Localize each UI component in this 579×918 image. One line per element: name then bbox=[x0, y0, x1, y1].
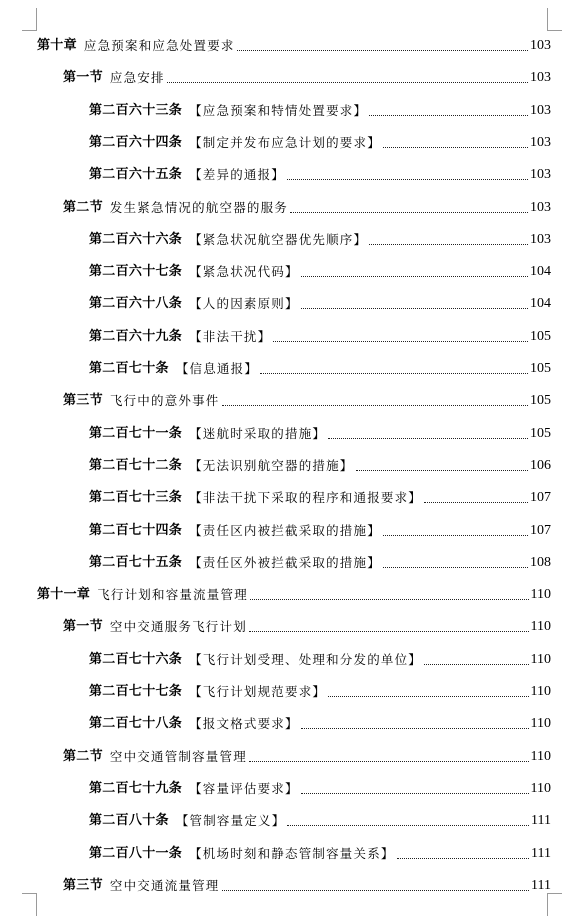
toc-entry[interactable] bbox=[63, 874, 551, 894]
toc-entry-title: 发生紧急情况的航空器的服务 bbox=[109, 199, 289, 215]
dot-leader bbox=[369, 243, 528, 245]
toc-entry[interactable] bbox=[89, 131, 551, 151]
toc-entry[interactable] bbox=[89, 648, 551, 668]
dot-leader bbox=[167, 81, 528, 83]
dot-leader bbox=[250, 598, 529, 600]
dot-leader bbox=[287, 178, 528, 180]
toc-entry-title: 飞行计划和容量流量管理 bbox=[97, 587, 248, 603]
crop-mark-top-left bbox=[22, 8, 37, 31]
toc-entry-title: 【报文格式要求】 bbox=[189, 716, 299, 732]
toc-entry-title: 【制定并发布应急计划的要求】 bbox=[189, 134, 381, 150]
toc-entry-page: 110 bbox=[530, 587, 551, 603]
dot-leader bbox=[424, 501, 528, 503]
dot-leader bbox=[249, 630, 529, 632]
dot-leader bbox=[369, 114, 528, 116]
toc-entry[interactable] bbox=[89, 163, 551, 183]
toc-entry-number: 第二百七十三条 bbox=[89, 490, 183, 506]
toc-entry-number: 第二百七十条 bbox=[89, 361, 169, 376]
toc-entry-number: 第二百六十九条 bbox=[89, 328, 183, 344]
toc-entry[interactable] bbox=[89, 260, 551, 280]
toc-entry-title: 【责任区外被拦截采取的措施】 bbox=[189, 554, 381, 570]
toc-entry-page: 107 bbox=[530, 490, 551, 506]
toc-entry-page: 106 bbox=[530, 457, 551, 473]
toc-entry-page: 110 bbox=[530, 716, 551, 732]
toc-entry-number: 第三节 bbox=[63, 877, 103, 893]
toc-entry[interactable] bbox=[63, 66, 551, 86]
toc-entry[interactable] bbox=[89, 551, 551, 571]
toc-entry-number: 第二百七十八条 bbox=[89, 716, 183, 732]
toc-entry-number: 第二百七十七条 bbox=[89, 684, 183, 699]
toc-entry-title: 空中交通流量管理 bbox=[109, 877, 220, 893]
toc-entry-number: 第二百八十一条 bbox=[89, 845, 183, 861]
toc-entry-number: 第二节 bbox=[63, 748, 103, 764]
dot-leader bbox=[222, 404, 528, 406]
toc-entry-page: 111 bbox=[531, 845, 551, 861]
toc-entry-page: 105 bbox=[530, 393, 551, 409]
toc-entry-title: 【机场时刻和静态管制容量关系】 bbox=[189, 845, 395, 861]
toc-entry-title: 飞行中的意外事件 bbox=[109, 393, 220, 409]
toc-entry-page: 103 bbox=[530, 167, 551, 183]
toc-entry[interactable] bbox=[63, 745, 551, 765]
toc-entry[interactable] bbox=[89, 680, 551, 700]
toc-entry-title: 应急安排 bbox=[109, 70, 165, 86]
dot-leader bbox=[249, 760, 529, 762]
crop-mark-top-right bbox=[547, 8, 562, 31]
toc-entry[interactable] bbox=[89, 519, 551, 539]
toc-entry[interactable] bbox=[63, 196, 551, 216]
toc-entry-number: 第二百六十五条 bbox=[89, 167, 183, 183]
toc-entry-title: 【管制容量定义】 bbox=[175, 813, 286, 829]
toc-entry[interactable] bbox=[37, 34, 551, 54]
toc-entry-title: 【飞行计划受理、处理和分发的单位】 bbox=[189, 651, 423, 667]
toc-entry-title: 【应急预案和特情处置要求】 bbox=[189, 102, 368, 118]
toc-entry-page: 104 bbox=[530, 264, 551, 280]
toc-entry-title: 【非法干扰】 bbox=[189, 328, 272, 344]
dot-leader bbox=[328, 437, 528, 439]
dot-leader bbox=[301, 727, 529, 729]
toc-entry-number: 第一节 bbox=[63, 70, 103, 86]
toc-entry-number: 第二百六十四条 bbox=[89, 134, 183, 150]
dot-leader bbox=[397, 857, 529, 859]
toc-entry-number: 第二百七十五条 bbox=[89, 554, 183, 570]
toc-entry-title: 【无法识别航空器的措施】 bbox=[189, 457, 354, 473]
dot-leader bbox=[290, 211, 528, 213]
toc-entry[interactable] bbox=[89, 842, 551, 862]
dot-leader bbox=[301, 307, 528, 309]
toc-entry[interactable] bbox=[89, 809, 551, 829]
toc-entry-number: 第二百七十九条 bbox=[89, 780, 183, 796]
toc-entry-page: 108 bbox=[530, 554, 551, 570]
toc-entry[interactable] bbox=[89, 357, 551, 377]
dot-leader bbox=[287, 824, 529, 826]
toc-entry-page: 105 bbox=[530, 361, 551, 376]
dot-leader bbox=[301, 792, 529, 794]
dot-leader bbox=[222, 889, 530, 891]
toc-entry[interactable] bbox=[89, 292, 551, 312]
toc-entry-number: 第二百七十四条 bbox=[89, 522, 183, 538]
toc-entry-number: 第十一章 bbox=[37, 587, 91, 603]
toc-entry-title: 【责任区内被拦截采取的措施】 bbox=[189, 522, 381, 538]
toc-entry[interactable] bbox=[63, 389, 551, 409]
toc-entry-title: 【紧急状况航空器优先顺序】 bbox=[189, 231, 368, 247]
dot-leader bbox=[237, 49, 528, 51]
toc-entry-page: 103 bbox=[530, 70, 551, 86]
toc-entry-title: 应急预案和应急处置要求 bbox=[83, 38, 235, 53]
toc-entry-title: 【差异的通报】 bbox=[189, 167, 286, 183]
toc-entry-title: 【容量评估要求】 bbox=[189, 780, 299, 796]
toc-entry-title: 【人的因素原则】 bbox=[189, 296, 299, 312]
toc-entry-number: 第二百七十六条 bbox=[89, 651, 183, 667]
toc-entry[interactable] bbox=[89, 486, 551, 506]
toc-entry-number: 第二百七十二条 bbox=[89, 457, 183, 473]
toc-entry-page: 105 bbox=[530, 425, 551, 441]
toc-entry-title: 空中交通服务飞行计划 bbox=[109, 619, 247, 635]
toc-entry-page: 110 bbox=[530, 684, 551, 699]
toc-entry-title: 空中交通管制容量管理 bbox=[109, 748, 247, 764]
toc-entry-number: 第一节 bbox=[63, 619, 103, 635]
toc-entry[interactable] bbox=[89, 422, 551, 442]
toc-entry-number: 第二百六十七条 bbox=[89, 264, 183, 280]
crop-mark-bottom-right bbox=[547, 893, 562, 916]
dot-leader bbox=[260, 372, 528, 374]
toc-entry-page: 107 bbox=[530, 522, 551, 538]
toc-entry-page: 103 bbox=[530, 134, 551, 150]
toc-entry-page: 103 bbox=[530, 231, 551, 247]
toc-entry[interactable] bbox=[89, 777, 551, 797]
crop-mark-bottom-left bbox=[22, 893, 37, 916]
toc-entry[interactable] bbox=[89, 712, 551, 732]
toc-entry-number: 第十章 bbox=[37, 38, 77, 53]
toc-entry[interactable] bbox=[63, 615, 551, 635]
toc-entry-page: 110 bbox=[530, 780, 551, 796]
toc-entry[interactable] bbox=[89, 454, 551, 474]
dot-leader bbox=[356, 469, 528, 471]
toc-entry-page: 103 bbox=[530, 102, 551, 118]
toc-entry-title: 【飞行计划规范要求】 bbox=[189, 684, 327, 699]
toc-entry-page: 110 bbox=[530, 748, 551, 764]
dot-leader bbox=[383, 146, 528, 148]
dot-leader bbox=[273, 340, 528, 342]
dot-leader bbox=[301, 275, 528, 277]
toc-entry-page: 103 bbox=[530, 199, 551, 215]
toc-entry-number: 第三节 bbox=[63, 393, 103, 409]
toc-entry-page: 111 bbox=[531, 813, 551, 829]
toc-entry-page: 110 bbox=[530, 619, 551, 635]
dot-leader bbox=[383, 534, 528, 536]
dot-leader bbox=[424, 663, 529, 665]
toc-entry[interactable] bbox=[89, 228, 551, 248]
toc-entry-title: 【紧急状况代码】 bbox=[189, 264, 299, 280]
dot-leader bbox=[383, 566, 528, 568]
toc-entry-page: 104 bbox=[530, 296, 551, 312]
toc-entry-page: 111 bbox=[531, 877, 551, 893]
toc-entry[interactable] bbox=[37, 583, 551, 603]
toc-entry-number: 第二百六十三条 bbox=[89, 102, 183, 118]
toc-entry-title: 【迷航时采取的措施】 bbox=[189, 425, 327, 441]
toc-entry-number: 第二百八十条 bbox=[89, 813, 169, 829]
toc-entry-number: 第二节 bbox=[63, 199, 103, 215]
toc-entry-number: 第二百六十八条 bbox=[89, 296, 183, 312]
toc-entry-number: 第二百七十一条 bbox=[89, 425, 183, 441]
toc-entry-title: 【非法干扰下采取的程序和通报要求】 bbox=[189, 490, 423, 506]
toc-entry-number: 第二百六十六条 bbox=[89, 231, 183, 247]
dot-leader bbox=[328, 695, 528, 697]
toc-entry-page: 103 bbox=[530, 38, 551, 53]
toc-entry-page: 110 bbox=[530, 651, 551, 667]
toc-entry-page: 105 bbox=[530, 328, 551, 344]
toc-entry[interactable] bbox=[89, 99, 551, 119]
toc-entry-title: 【信息通报】 bbox=[175, 361, 259, 376]
toc-entry[interactable] bbox=[89, 325, 551, 345]
